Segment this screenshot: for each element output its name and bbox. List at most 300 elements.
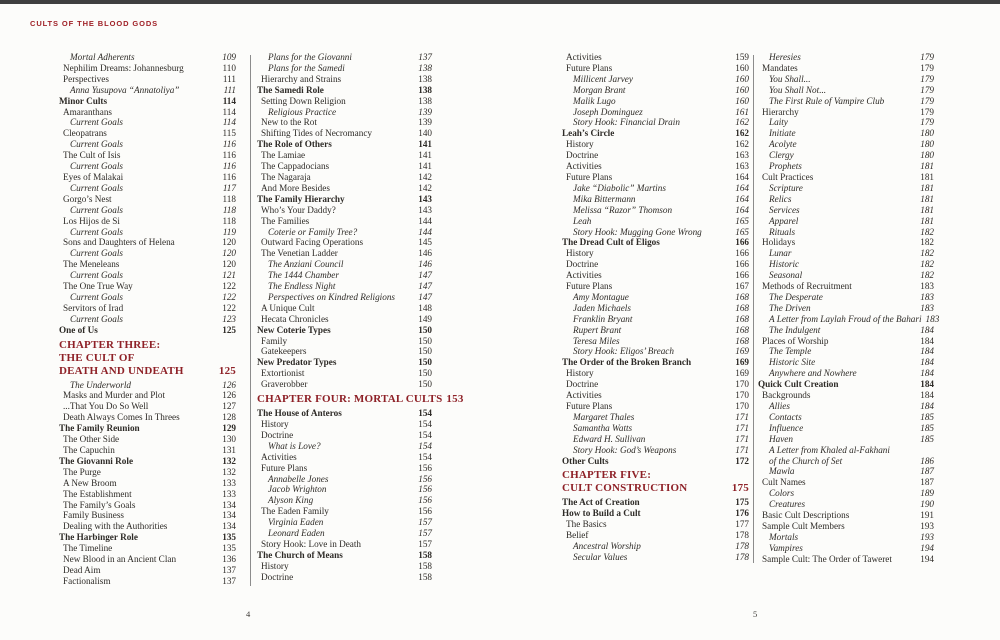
entry-title: Basic Cult Descriptions [762,510,850,521]
entry-title: Contacts [769,411,802,422]
toc-entry [59,205,236,216]
toc-entry [257,463,432,474]
entry-title: Mawla [769,466,795,477]
toc-entry [562,325,749,336]
toc-entry [59,554,236,565]
toc-entry [758,52,934,63]
entry-page-number: 181 [920,215,934,226]
toc-entry [758,117,934,128]
entry-page-number: 162 [735,139,749,150]
entry-page-number: 116 [222,161,236,172]
toc-entry [257,281,432,292]
entry-title: Haven [769,433,793,444]
toc-entry [59,423,236,434]
entry-title: The Temple [769,346,812,357]
entry-title: ...That You Do So Well [63,401,149,412]
entry-title: Millicent Jarvey [573,73,633,84]
entry-page-number: 184 [920,390,934,401]
toc-entry [257,96,432,107]
toc-entry [758,368,934,379]
entry-page-number: 139 [418,106,432,117]
entry-title: Rupert Brant [573,324,622,335]
toc-entry [59,521,236,532]
entry-title: The Lamiae [261,150,306,161]
toc-entry [59,172,236,183]
toc-entry [257,194,432,205]
toc-entry [257,150,432,161]
entry-title: Mika Bittermann [573,193,636,204]
entry-title: Cult Names [762,477,806,488]
entry-title: Sons and Daughters of Helena [63,237,175,248]
toc-entry [257,474,432,485]
entry-title: Clergy [769,150,794,161]
entry-page-number: 110 [222,62,236,73]
entry-page-number: 141 [418,139,432,150]
entry-title: Future Plans [566,281,613,292]
toc-chapter-entry [257,393,464,406]
toc-entry [59,52,236,63]
toc-entry [562,346,749,357]
entry-page-number: 168 [735,335,749,346]
toc-entry [562,368,749,379]
entry-page-number: 185 [920,433,934,444]
entry-page-number: 141 [418,150,432,161]
entry-title: Story Hook: God’s Weapons [573,444,677,455]
entry-page-number: 166 [735,259,749,270]
entry-title: History [261,560,289,571]
entry-page-number: 178 [735,551,749,562]
toc-entry [257,452,432,463]
entry-page-number: 116 [222,139,236,150]
entry-title: Leah [573,215,592,226]
toc-entry [59,270,236,281]
toc-entry [758,346,934,357]
entry-page-number: 111 [222,73,236,84]
entry-title: Masks and Murder and Plot [63,390,166,401]
entry-title: The Endless Night [268,281,336,292]
entry-title: Jake “Diabolic” Martins [573,182,666,193]
entry-title: Current Goals [70,139,124,150]
toc-entry [562,434,749,445]
entry-title: Story Hook: Love in Death [261,538,362,549]
toc-entry [59,445,236,456]
entry-page-number: 162 [735,128,749,139]
entry-title: Leah’s Circle [562,128,615,139]
entry-page-number: 156 [418,462,432,473]
entry-title: Influence [769,422,804,433]
entry-page-number: 170 [735,379,749,390]
entry-page-number: 147 [418,270,432,281]
toc-entry [562,216,749,227]
entry-page-number: 183 [920,302,934,313]
entry-title: The Eaden Family [261,506,329,517]
entry-page-number: 157 [418,517,432,528]
entry-page-number: 168 [735,313,749,324]
toc-chapter-entry [562,469,749,495]
toc-entry [758,488,934,499]
entry-title: The Establishment [63,488,132,499]
entry-page-number: 177 [735,519,749,530]
toc-entry [257,528,432,539]
toc-entry [758,313,940,325]
entry-title: The Cappadocians [261,161,330,172]
entry-page-number: 160 [735,95,749,106]
entry-title: Future Plans [261,462,308,473]
entry-page-number: 143 [418,204,432,215]
entry-page-number: 194 [920,553,934,564]
entry-title: Family Business [63,510,125,521]
entry-title: Holidays [762,237,796,248]
entry-page-number: 184 [920,379,934,390]
toc-entry [758,445,934,467]
entry-title: Current Goals [70,270,124,281]
toc-column-2 [257,52,464,583]
toc-entry [758,194,934,205]
entry-page-number: 135 [222,543,236,554]
entry-page-number: 163 [735,150,749,161]
entry-page-number: 170 [735,401,749,411]
toc-entry [562,541,749,552]
toc-entry [257,346,432,357]
entry-title: Joseph Dominguez [573,106,643,117]
entry-page-number: 175 [731,482,749,495]
entry-page-number: 134 [222,510,236,521]
entry-title: Laity [769,117,788,128]
entry-page-number: 154 [418,419,432,429]
toc-entry [758,543,934,554]
toc-entry [562,552,749,563]
entry-title: Doctrine [261,429,294,440]
entry-title: The Role of Others [257,139,332,150]
toc-entry [562,161,749,172]
entry-title: Backgrounds [762,390,811,401]
toc-entry [562,205,749,216]
toc-entry [257,183,432,194]
entry-title: Extortionist [261,368,305,379]
entry-title: Current Goals [70,313,124,324]
entry-title: Apparel [769,215,799,226]
entry-title: Vampires [769,542,803,553]
entry-page-number: 180 [920,150,934,161]
entry-title: Story Hook: Eligos’ Breach [573,346,674,357]
toc-entry [59,237,236,248]
entry-title: The 1444 Chamber [268,270,339,281]
toc-entry [758,281,934,292]
toc-entry [758,554,934,565]
entry-page-number: 156 [418,495,432,506]
entry-title: Activities [566,52,602,62]
entry-page-number: 167 [735,281,749,292]
toc-entry [59,248,236,259]
entry-title: Activities [566,270,602,281]
toc-entry [758,423,934,434]
entry-page-number: 137 [222,564,236,575]
entry-title: Relics [769,193,792,204]
entry-title: New Predator Types [257,357,337,368]
toc-entry [758,466,934,477]
entry-title: Anna Yusupova “Annatoliya” [70,84,180,95]
entry-page-number: 150 [418,346,432,357]
entry-page-number: 171 [735,444,749,455]
toc-entry [758,336,934,347]
toc-entry [758,205,934,216]
entry-page-number: 184 [920,346,934,357]
entry-page-number: 150 [418,357,432,368]
toc-entry [59,194,236,205]
entry-page-number: 179 [920,73,934,84]
toc-entry [758,510,934,521]
entry-page-number: 122 [222,291,236,302]
entry-page-number: 118 [222,204,236,215]
toc-entry [257,357,432,368]
entry-title: Hierarchy and Strains [261,73,342,84]
toc-entry [257,419,432,430]
toc-entry [257,270,432,281]
entry-title: CHAPTER FIVE: [562,469,652,482]
entry-title: The Cult of Isis [63,150,121,161]
toc-entry [59,259,236,270]
entry-title: History [566,248,594,259]
entry-title: Current Goals [70,204,124,215]
entry-title: Hecata Chronicles [261,313,329,324]
entry-page-number: 158 [418,571,432,582]
toc-entry [758,434,934,445]
entry-title: The Order of the Broken Branch [562,357,692,368]
toc-entry [758,292,934,303]
entry-title: Cult Practices [762,171,814,182]
toc-entry [59,325,236,336]
entry-page-number: 148 [418,302,432,313]
entry-title: Story Hook: Financial Drain [573,117,680,128]
entry-page-number: 189 [920,488,934,499]
toc-entry [758,379,934,390]
entry-title: Acolyte [769,139,797,150]
toc-entry [562,530,749,541]
entry-title: Perspectives [63,73,109,84]
entry-page-number: 176 [735,508,749,519]
toc-column-3 [562,52,749,563]
entry-title: Activities [566,161,602,172]
toc-entry [758,107,934,118]
toc-entry [758,128,934,139]
entry-page-number: 137 [418,52,432,62]
entry-title: Nephilim Dreams: Johannesburg [63,62,184,73]
entry-title: Who’s Your Daddy? [261,204,336,215]
entry-page-number: 116 [222,171,236,182]
toc-entry [758,248,934,259]
entry-title: Current Goals [70,161,124,172]
entry-title: Sample Cult: The Order of Taweret [762,553,892,564]
toc-entry [758,532,934,543]
entry-page-number: 182 [920,259,934,270]
entry-page-number: 143 [418,193,432,204]
toc-entry [758,357,934,368]
toc-entry [758,390,934,401]
toc-entry [257,205,432,216]
toc-entry [59,412,236,423]
entry-title: The Church of Means [257,549,343,560]
entry-title: The Families [261,215,310,226]
entry-title: The Family’s Goals [63,499,136,510]
entry-page-number: 138 [418,62,432,73]
entry-page-number: 146 [418,259,432,270]
entry-page-number: 111 [223,84,236,95]
entry-title: Lunar [769,248,792,259]
entry-page-number: 136 [222,554,236,565]
entry-page-number: 156 [418,473,432,484]
entry-page-number: 171 [735,411,749,422]
entry-title: New Coterie Types [257,324,331,335]
entry-title: Death Always Comes In Threes [63,412,180,423]
toc-chapter-entry [59,339,236,378]
entry-title: The Driven [769,302,811,313]
entry-title: Current Goals [70,291,124,302]
toc-entry [562,128,749,139]
entry-page-number: 168 [735,302,749,313]
entry-page-number: 185 [920,411,934,422]
entry-page-number: 193 [920,531,934,542]
entry-title: New to the Rot [261,117,317,128]
entry-title: The Venetian Ladder [261,248,338,259]
entry-title: Initiate [769,128,796,139]
entry-page-number: 154 [418,451,432,462]
toc-entry [59,227,236,238]
entry-page-number: 180 [920,139,934,150]
entry-page-number: 193 [920,520,934,531]
entry-page-number: 147 [418,291,432,302]
entry-page-number: 135 [222,532,236,543]
entry-title: Graverobber [261,379,308,390]
entry-page-number: 169 [735,357,749,368]
entry-page-number: 166 [735,237,749,248]
entry-page-number: 138 [418,95,432,106]
entry-page-number: 134 [222,521,236,532]
toc-entry [257,161,432,172]
toc-entry [562,172,749,183]
entry-page-number: 150 [418,335,432,346]
entry-page-number: 171 [735,422,749,433]
entry-title: Dead Aim [63,564,101,575]
toc-entry [59,532,236,543]
entry-title: Services [769,204,800,215]
toc-column-4 [758,52,940,565]
entry-page-number: 122 [222,281,236,292]
entry-page-number: 142 [418,171,432,182]
toc-entry [758,499,934,510]
entry-title: A Letter from Khaled al-Fakhani [769,444,890,455]
toc-entry [257,237,432,248]
toc-entry [59,467,236,478]
entry-title: Doctrine [261,571,294,582]
entry-page-number: 181 [920,182,934,193]
toc-entry [59,576,236,587]
toc-entry [562,117,749,128]
toc-entry [257,139,432,150]
entry-page-number: 115 [222,128,236,139]
entry-title: You Shall Not... [769,84,827,95]
entry-page-number: 168 [735,324,749,335]
entry-page-number: 182 [920,248,934,259]
entry-page-number: 184 [920,368,934,379]
toc-entry [562,85,749,96]
toc-entry [59,74,236,85]
entry-title: Doctrine [566,259,599,270]
entry-title: The Family Hierarchy [257,193,345,204]
toc-entry [257,117,432,128]
entry-page-number: 130 [222,434,236,445]
toc-entry [59,281,236,292]
running-header: CULTS OF THE BLOOD GODS [30,19,159,28]
entry-page-number: 157 [418,528,432,539]
entry-title: Jaden Michaels [573,302,631,313]
toc-entry [59,314,236,325]
toc-entry [758,303,934,314]
entry-title: Doctrine [566,379,599,390]
toc-entry [562,519,749,530]
entry-page-number: 149 [418,313,432,324]
entry-page-number: 150 [418,324,432,335]
entry-page-number: 183 [925,313,940,324]
toc-entry [758,325,934,336]
toc-entry [257,63,432,74]
toc-entry [257,216,432,227]
entry-page-number: 186 [920,455,934,466]
toc-entry [257,495,432,506]
entry-page-number: 132 [222,466,236,477]
toc-entry [257,572,432,583]
entry-title: Historic Site [769,357,816,368]
toc-entry [257,292,432,303]
entry-title: Doctrine [566,150,599,161]
toc-entry [59,161,236,172]
entry-page-number: 190 [920,499,934,510]
toc-entry [758,477,934,488]
entry-page-number: 126 [222,390,236,401]
entry-title: Current Goals [70,182,124,193]
toc-entry [59,96,236,107]
entry-page-number: 194 [920,542,934,553]
entry-title: How to Build a Cult [562,508,641,519]
toc-entry [59,565,236,576]
entry-page-number: 154 [418,440,432,451]
entry-title: What is Love? [268,440,321,451]
entry-title: A Letter from Laylah Froud of the Bahari [769,313,922,324]
entry-title: Secular Values [573,551,628,562]
toc-entry [59,117,236,128]
entry-title: Mortals [769,531,799,542]
entry-page-number: 123 [222,313,236,324]
entry-page-number: 129 [222,423,236,434]
toc-entry [758,521,934,532]
entry-page-number: 162 [735,117,749,128]
entry-title: Story Hook: Mugging Gone Wrong [573,226,702,237]
entry-title: Current Goals [70,226,124,237]
toc-entry [562,497,749,508]
entry-page-number: 179 [920,62,934,73]
toc-entry [257,259,432,270]
toc-entry [562,74,749,85]
entry-page-number: 144 [418,226,432,237]
entry-title: Dealing with the Authorities [63,521,168,532]
entry-page-number: 140 [418,128,432,139]
entry-title: Mandates [762,62,798,73]
entry-page-number: 175 [735,497,749,508]
toc-entry [257,336,432,347]
entry-page-number: 184 [920,324,934,335]
entry-title: Ancestral Worship [573,541,641,552]
entry-title: Minor Cults [59,95,108,106]
toc-entry [758,259,934,270]
